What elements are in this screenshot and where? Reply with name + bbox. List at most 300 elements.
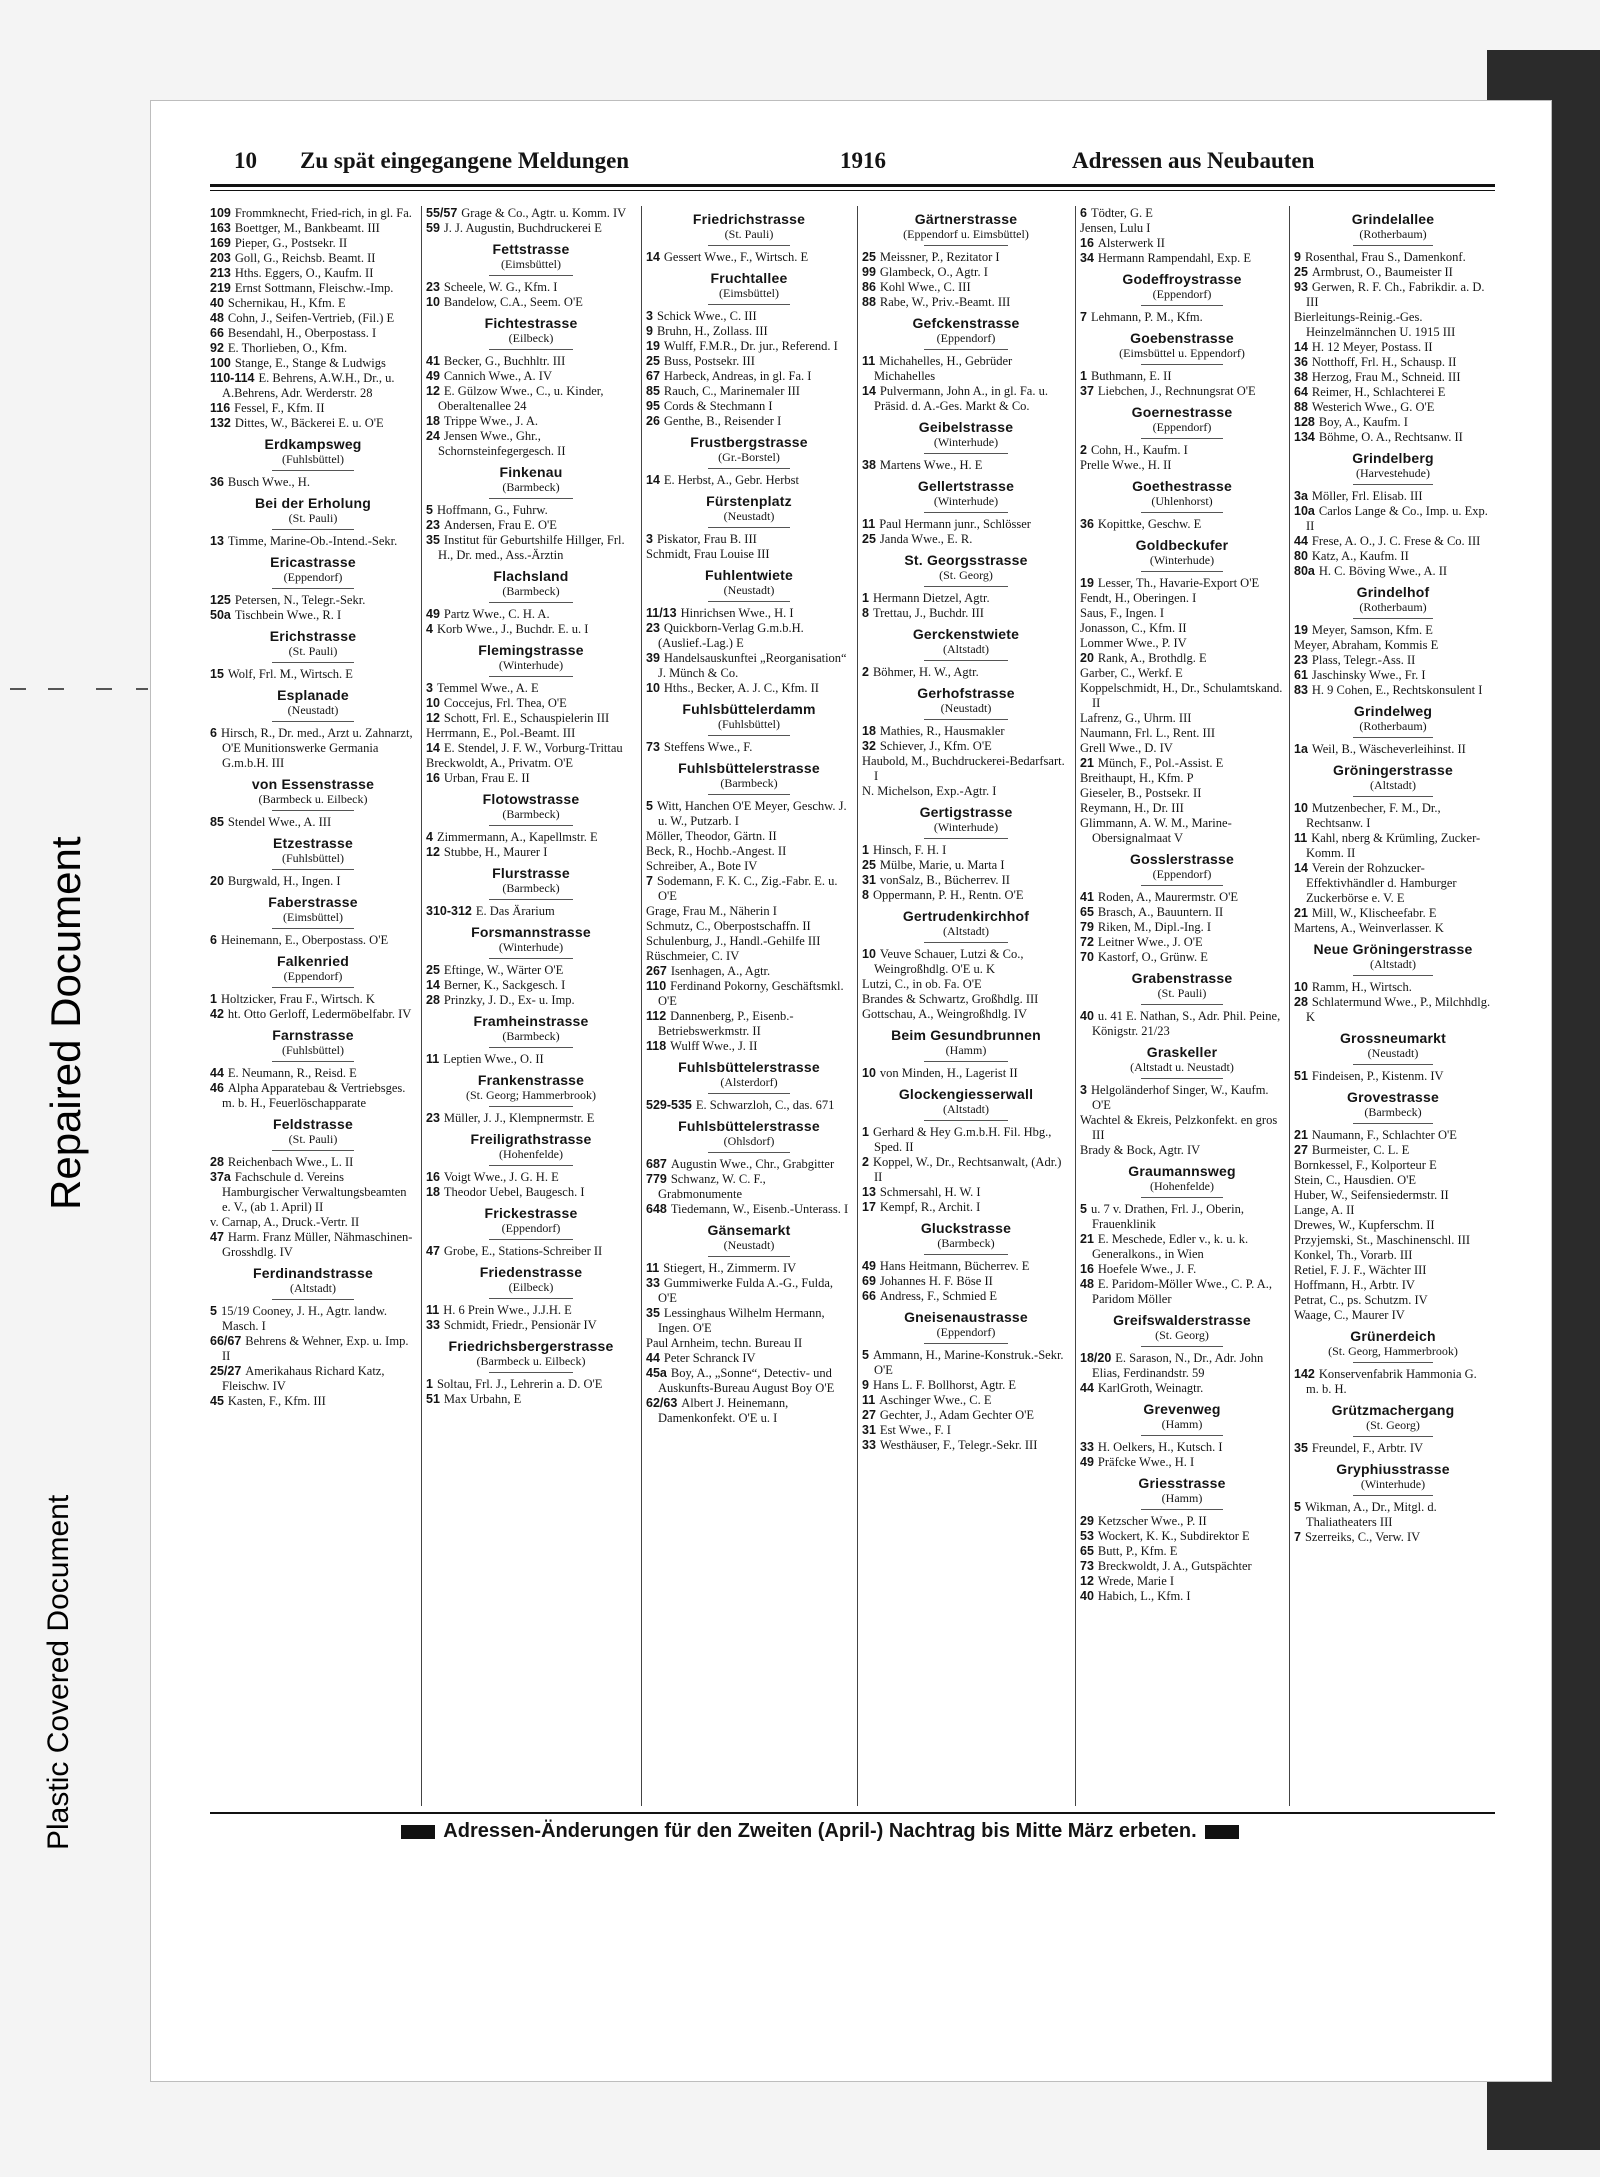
resident-entry (1294, 1233, 1492, 1248)
resident-text: Hinsch, F. H. I (872, 843, 947, 857)
resident-text: Albert J. Heinemann, Damenkonfekt. O'E u. I (658, 1396, 789, 1425)
resident-text: Kastorf, O., Grünw. E (1097, 950, 1208, 964)
resident-entry (426, 607, 636, 622)
street-heading: Fuhlsbüttelerstrasse (678, 760, 820, 776)
street-district: (Eppendorf u. Eimsbüttel) (903, 227, 1029, 241)
street-district: (Eppendorf) (283, 570, 343, 584)
resident-entry (862, 1289, 1070, 1304)
house-number: 779 (646, 1172, 667, 1186)
resident-entry (1080, 636, 1284, 651)
resident-text: Sodemann, F. K. C., Zig.-Fabr. E. u. O'E (656, 874, 838, 903)
house-number: 19 (1080, 576, 1094, 590)
resident-text: Koppelschmidt, H., Dr., Schulamtskand. II (1080, 681, 1283, 710)
resident-entry (210, 1304, 416, 1334)
resident-entry (646, 934, 852, 949)
resident-text: Stein, C., Hausdien. O'E (1294, 1173, 1417, 1187)
street-divider (272, 1299, 354, 1300)
street-heading: Grovestrasse (1347, 1089, 1439, 1105)
resident-text: Waage, C., Maurer IV (1294, 1308, 1405, 1322)
resident-entry (646, 681, 852, 696)
margin-mark (10, 688, 26, 690)
resident-text: Kempf, R., Archit. I (879, 1200, 981, 1214)
resident-entry (862, 606, 1070, 621)
house-number: 1 (1080, 369, 1087, 383)
house-number: 49 (1080, 1455, 1094, 1469)
house-number: 16 (426, 1170, 440, 1184)
resident-entry (1294, 415, 1492, 430)
margin-mark (48, 688, 64, 690)
house-number: 64 (1294, 385, 1308, 399)
street-divider (272, 987, 354, 988)
resident-text: Konkel, Th., Vorarb. III (1294, 1248, 1413, 1262)
resident-text: Lessinghaus Wilhelm Hermann, Ingen. O'E (658, 1306, 825, 1335)
resident-text: Alpha Apparatebau & Vertriebsges. m. b. H., Feuerlöschapparate (222, 1081, 406, 1110)
street-district: (Eimsbüttel) (283, 910, 343, 924)
house-number: 23 (426, 280, 440, 294)
resident-text: Leitner Wwe., J. O'E (1097, 935, 1203, 949)
street-district: (Eppendorf) (501, 1221, 561, 1235)
house-number: 42 (210, 1007, 224, 1021)
resident-text: Gieseler, B., Postsekr. II (1080, 786, 1202, 800)
resident-entry (1294, 1293, 1492, 1308)
house-number: 92 (210, 341, 224, 355)
house-number: 16 (1080, 236, 1094, 250)
resident-entry (646, 874, 852, 904)
street-divider (489, 602, 573, 603)
resident-entry (210, 1066, 416, 1081)
resident-text: Schwanz, W. C. F., Grabmonumente (658, 1172, 766, 1201)
resident-text: Wachtel & Ekreis, Pelzkonfekt. en gros III (1080, 1113, 1278, 1142)
resident-text: Scheele, W. G., Kfm. I (443, 280, 558, 294)
resident-entry (1294, 1128, 1492, 1143)
street-divider (489, 498, 573, 499)
resident-text: Janda Wwe., E. R. (879, 532, 973, 546)
resident-text: Lange, A. II (1294, 1203, 1355, 1217)
resident-entry (1080, 517, 1284, 532)
resident-text: Garber, C., Werkf. E (1080, 666, 1183, 680)
directory-column-3 (642, 206, 856, 1806)
resident-text: Fendt, H., Oberingen. I (1080, 591, 1197, 605)
resident-entry (1294, 370, 1492, 385)
resident-text: Handelsauskunftei „Reorganisation“ J. Münch & Co. (658, 651, 847, 680)
resident-text: Jensen, Lulu I (1080, 221, 1151, 235)
house-number: 9 (1294, 250, 1301, 264)
resident-entry (426, 1303, 636, 1318)
street-heading: Grindelhof (1356, 584, 1430, 600)
resident-text: E. Stendel, J. F. W., Vorburg-Trittau (443, 741, 623, 755)
resident-entry (862, 1155, 1070, 1185)
resident-text: Gummiwerke Fulda A.-G., Fulda, O'E (658, 1276, 833, 1305)
resident-entry (646, 1366, 852, 1396)
resident-entry (426, 696, 636, 711)
house-number: 51 (1294, 1069, 1308, 1083)
resident-text: 15/19 Cooney, J. H., Agtr. landw. Masch. I (220, 1304, 388, 1333)
resident-entry (1080, 756, 1284, 771)
street-district: (Hamm) (945, 1043, 987, 1057)
resident-entry (426, 756, 636, 771)
resident-text: Saus, F., Ingen. I (1080, 606, 1165, 620)
house-number: 23 (426, 518, 440, 532)
resident-entry (426, 1318, 636, 1333)
street-heading: Faberstrasse (268, 894, 358, 910)
house-number: 62/63 (646, 1396, 678, 1410)
street-heading: Gröningerstrasse (1333, 762, 1453, 778)
resident-text: Rabe, W., Priv.-Beamt. III (879, 295, 1011, 309)
resident-text: Schlatermund Wwe., P., Milchhdlg. K (1306, 995, 1491, 1024)
resident-entry (1080, 1455, 1284, 1470)
street-divider (489, 275, 573, 276)
resident-text: Prelle Wwe., H. II (1080, 458, 1172, 472)
house-number: 49 (426, 369, 440, 383)
street-district: (Winterhude) (498, 658, 564, 672)
house-number: 10 (862, 947, 876, 961)
resident-text: ht. Otto Gerloff, Ledermöbelfabr. IV (227, 1007, 412, 1021)
house-number: 14 (426, 978, 440, 992)
street-heading: Esplanade (277, 687, 349, 703)
street-district: (Barmbeck) (1364, 1105, 1422, 1119)
resident-entry (1294, 385, 1492, 400)
resident-entry (1294, 489, 1492, 504)
resident-text: H. 6 Prein Wwe., J.J.H. E (443, 1303, 572, 1317)
street-district: (St. Pauli) (1157, 986, 1207, 1000)
house-number: 65 (1080, 905, 1094, 919)
resident-text: von Minden, H., Lagerist II (879, 1066, 1018, 1080)
resident-text: Michahelles, H., Gebrüder Michahelles (874, 354, 1013, 383)
resident-entry (646, 1396, 852, 1426)
street-divider (1141, 1509, 1223, 1510)
resident-text: Genthe, B., Reisender I (663, 414, 782, 428)
resident-entry (426, 741, 636, 756)
resident-text: Timme, Marine-Ob.-Intend.-Sekr. (227, 534, 398, 548)
resident-text: Bornkessel, F., Kolporteur E (1294, 1158, 1437, 1172)
house-number: 125 (210, 593, 231, 607)
resident-entry (426, 681, 636, 696)
house-number: 59 (426, 221, 440, 235)
street-district: (Eimsbüttel) (501, 257, 561, 271)
street-district: (Fuhlsbüttel) (282, 1043, 344, 1057)
resident-text: v. Carnap, A., Druck.-Vertr. II (210, 1215, 360, 1229)
resident-entry (1080, 458, 1284, 473)
resident-text: Koppel, W., Dr., Rechtsanwalt, (Adr.) II (872, 1155, 1062, 1184)
street-divider (272, 869, 354, 870)
house-number: 41 (426, 354, 440, 368)
house-number: 219 (210, 281, 231, 295)
resident-entry (1294, 1158, 1492, 1173)
resident-text: Boy, A., „Sonne“, Detectiv- und Auskunfts-Bureau August Boy O'E (658, 1366, 835, 1395)
resident-entry (1080, 666, 1284, 681)
resident-entry (1080, 816, 1284, 846)
street-divider (489, 1165, 573, 1166)
street-district: (Barmbeck u. Eilbeck) (476, 1354, 586, 1368)
resident-text: E. Meschede, Edler v., k. u. k. Generalkons., in Wien (1092, 1232, 1249, 1261)
street-divider (489, 825, 573, 826)
house-number: 1 (862, 843, 869, 857)
house-number: 12 (1080, 1574, 1094, 1588)
house-number: 5 (426, 503, 433, 517)
street-district: (Fuhlsbüttel) (282, 851, 344, 865)
street-divider (272, 721, 354, 722)
house-number: 267 (646, 964, 667, 978)
resident-entry (646, 532, 852, 547)
house-number: 95 (646, 399, 660, 413)
resident-text: Grell Wwe., D. IV (1080, 741, 1173, 755)
resident-entry (426, 369, 636, 384)
resident-text: Andersen, Frau E. O'E (443, 518, 557, 532)
street-divider (489, 1106, 573, 1107)
street-divider (489, 899, 573, 900)
house-number: 23 (1294, 653, 1308, 667)
house-number: 20 (210, 874, 224, 888)
resident-text: Hirsch, R., Dr. med., Arzt u. Zahnarzt, O'E Munitionswerke Germania G.m.b.H. III (220, 726, 413, 770)
street-district: (Gr.-Borstel) (718, 450, 780, 464)
resident-entry (862, 280, 1070, 295)
street-district: (Winterhude) (933, 494, 999, 508)
resident-entry (646, 949, 852, 964)
street-divider (708, 245, 790, 246)
street-divider (708, 1152, 790, 1153)
street-divider (924, 349, 1007, 350)
resident-text: Verein der Rohzucker-Effektivhändler d. Hamburger Zuckerbörse e. V. E (1306, 861, 1457, 905)
street-divider (1141, 1078, 1223, 1079)
resident-text: Schulenburg, J., Handl.-Gehilfe III (646, 934, 821, 948)
resident-text: Meyer, Abraham, Kommis E (1294, 638, 1439, 652)
resident-entry (1080, 1559, 1284, 1574)
house-number: 49 (426, 607, 440, 621)
house-number: 3 (426, 681, 433, 695)
resident-text: Plass, Telegr.-Ass. II (1311, 653, 1416, 667)
house-number: 203 (210, 251, 231, 265)
resident-entry (862, 784, 1070, 799)
resident-entry (210, 933, 416, 948)
street-heading: Fuhlsbüttelerdamm (682, 701, 816, 717)
resident-text: Eftinge, W., Wärter O'E (443, 963, 564, 977)
resident-text: Liebchen, J., Rechnungsrat O'E (1097, 384, 1256, 398)
resident-text: Hoefele Wwe., J. F. (1097, 1262, 1197, 1276)
resident-entry (862, 665, 1070, 680)
resident-text: Paul Arnheim, techn. Bureau II (646, 1336, 803, 1350)
street-divider (489, 958, 573, 959)
resident-entry (1294, 504, 1492, 534)
resident-entry (426, 1111, 636, 1126)
resident-text: Münch, F., Pol.-Assist. E (1097, 756, 1224, 770)
resident-text: Meyer, Samson, Kfm. E (1311, 623, 1433, 637)
resident-entry (1080, 576, 1284, 591)
house-number: 2 (862, 1155, 869, 1169)
street-divider (708, 527, 790, 528)
street-divider (1141, 1197, 1223, 1198)
resident-text: Rank, A., Brothdlg. E (1097, 651, 1207, 665)
resident-text: Notthoff, Frl. H., Schausp. II (1311, 355, 1457, 369)
resident-text: Petersen, N., Telegr.-Sekr. (234, 593, 366, 607)
resident-entry (426, 414, 636, 429)
resident-entry (1294, 340, 1492, 355)
resident-entry (426, 280, 636, 295)
street-divider (924, 660, 1007, 661)
resident-entry (1294, 1278, 1492, 1293)
resident-entry (862, 754, 1070, 784)
directory-column-4 (858, 206, 1074, 1806)
street-divider (708, 601, 790, 602)
resident-text: Westerich Wwe., G. O'E (1311, 400, 1435, 414)
house-number: 33 (426, 1318, 440, 1332)
street-heading: Goernestrasse (1131, 404, 1233, 420)
house-number: 61 (1294, 668, 1308, 682)
resident-text: Breithaupt, H., Kfm. P (1080, 771, 1194, 785)
resident-entry (646, 859, 852, 874)
street-district: (Neustadt) (723, 509, 775, 523)
street-district: (Neustadt) (723, 583, 775, 597)
resident-entry (862, 591, 1070, 606)
house-number: 51 (426, 1392, 440, 1406)
street-divider (1353, 484, 1432, 485)
resident-text: Est Wwe., F. I (879, 1423, 951, 1437)
street-divider (708, 735, 790, 736)
resident-text: KarlGroth, Weinagtr. (1097, 1381, 1204, 1395)
house-number: 33 (1080, 1440, 1094, 1454)
resident-entry (1294, 623, 1492, 638)
street-divider (924, 453, 1007, 454)
resident-text: Oppermann, P. H., Rentn. O'E (872, 888, 1024, 902)
street-district: (Hamm) (1161, 1491, 1203, 1505)
street-district: (Rotherbaum) (1359, 227, 1427, 241)
resident-text: Mutzenbecher, F. M., Dr., Rechtsanw. I (1306, 801, 1441, 830)
street-divider (708, 1093, 790, 1094)
resident-entry (862, 1378, 1070, 1393)
street-heading: Goldbeckufer (1135, 537, 1229, 553)
resident-entry (1080, 1589, 1284, 1604)
house-number: 3 (1080, 1083, 1087, 1097)
resident-text: Wolf, Frl. M., Wirtsch. E (227, 667, 353, 681)
resident-entry (862, 517, 1070, 532)
house-number: 15 (210, 667, 224, 681)
house-number: 18/20 (1080, 1351, 1112, 1365)
house-number: 16 (426, 771, 440, 785)
resident-entry (1080, 1351, 1284, 1381)
resident-entry (426, 354, 636, 369)
house-number: 21 (1080, 1232, 1094, 1246)
resident-text: Gottschau, A., Weingroßhdlg. IV (862, 1007, 1028, 1021)
resident-text: Harm. Franz Müller, Nähmaschinen-Grosshdlg. IV (222, 1230, 413, 1259)
resident-text: Wulff Wwe., J. II (670, 1039, 758, 1053)
street-divider (924, 512, 1007, 513)
street-district: (Eppendorf) (936, 1325, 996, 1339)
resident-text: Frommknecht, Fried-rich, in gl. Fa. (234, 206, 412, 220)
house-number: 14 (646, 473, 660, 487)
resident-text: E. Das Ärarium (475, 904, 555, 918)
resident-entry (426, 518, 636, 533)
street-divider (1141, 1435, 1223, 1436)
street-district: (Winterhude) (1360, 1477, 1426, 1491)
resident-entry (426, 978, 636, 993)
street-heading: Geibelstrasse (918, 419, 1014, 435)
resident-entry (1294, 921, 1492, 936)
house-number: 86 (862, 280, 876, 294)
street-divider (1353, 1123, 1432, 1124)
street-district: (Eppendorf) (1152, 420, 1212, 434)
street-heading: Flurstrasse (492, 865, 570, 881)
resident-text: u. 41 E. Nathan, S., Adr. Phil. Peine, Königstr. 21/23 (1092, 1009, 1281, 1038)
street-heading: Bei der Erholung (255, 495, 371, 511)
pointing-hand-icon (1205, 1825, 1239, 1839)
resident-text: Wikman, A., Dr., Mitgl. d. Thaliatheaters III (1304, 1500, 1437, 1529)
resident-text: Heinemann, E., Oberpostass. O'E (220, 933, 389, 947)
house-number: 37a (210, 1170, 231, 1184)
house-number: 12 (426, 845, 440, 859)
resident-text: Hans L. F. Bollhorst, Agtr. E (872, 1378, 1017, 1392)
house-number: 23 (646, 621, 660, 635)
resident-entry (210, 356, 416, 371)
street-heading: Etzestrasse (272, 835, 354, 851)
resident-text: Trippe Wwe., J. A. (443, 414, 539, 428)
resident-entry (1294, 250, 1492, 265)
house-number: 21 (1080, 756, 1094, 770)
resident-entry (1294, 653, 1492, 668)
house-number: 11 (1294, 831, 1308, 845)
resident-text: Behrens & Wehner, Exp. u. Imp. II (222, 1334, 409, 1363)
resident-entry (1294, 906, 1492, 921)
resident-entry (646, 369, 852, 384)
resident-entry (1080, 741, 1284, 756)
resident-text: Schreiber, A., Bote IV (646, 859, 758, 873)
resident-entry (1294, 683, 1492, 698)
resident-entry (1080, 1277, 1284, 1307)
resident-entry (426, 1170, 636, 1185)
house-number: 48 (210, 311, 224, 325)
street-heading: Grossneumarkt (1339, 1030, 1447, 1046)
street-district: (St. Pauli) (288, 1132, 338, 1146)
resident-entry (1294, 1173, 1492, 1188)
resident-entry (646, 1306, 852, 1336)
resident-text: Kasten, F., Kfm. III (227, 1394, 326, 1408)
house-number: 88 (862, 295, 876, 309)
resident-text: Glambeck, O., Agtr. I (879, 265, 988, 279)
house-number: 12 (426, 711, 440, 725)
resident-text: Stendel Wwe., A. III (227, 815, 332, 829)
resident-text: Hinrichsen Wwe., H. I (680, 606, 794, 620)
house-number: 93 (1294, 280, 1308, 294)
resident-entry (1080, 1143, 1284, 1158)
street-heading: Friedenstrasse (479, 1264, 583, 1280)
resident-entry (646, 606, 852, 621)
street-heading: Freiligrathstrasse (470, 1131, 592, 1147)
street-divider (489, 349, 573, 350)
resident-entry (1080, 1544, 1284, 1559)
resident-text: Witt, Hanchen O'E Meyer, Geschw. J. u. W., Putzarb. I (656, 799, 847, 828)
street-heading: Fuhlentwiete (705, 567, 793, 583)
resident-entry (426, 904, 636, 919)
resident-text: Weil, B., Wäscheverleihinst. II (1311, 742, 1466, 756)
house-number: 169 (210, 236, 231, 250)
street-heading: Beim Gesundbrunnen (891, 1027, 1041, 1043)
house-number: 14 (1294, 340, 1308, 354)
street-district: (Barmbeck) (502, 807, 560, 821)
resident-entry (646, 919, 852, 934)
resident-entry (426, 206, 636, 221)
resident-entry (862, 532, 1070, 547)
resident-text: E. Sarason, N., Dr., Adr. John Elias, Ferdinandstr. 59 (1092, 1351, 1264, 1380)
street-heading: Frickestrasse (484, 1205, 578, 1221)
directory-column-5 (1076, 206, 1288, 1806)
street-district: (Ohlsdorf) (723, 1134, 775, 1148)
street-divider (489, 1372, 573, 1373)
house-number: 19 (646, 339, 660, 353)
street-district: (Altstadt) (943, 1102, 989, 1116)
house-number: 132 (210, 416, 231, 430)
resident-entry (426, 963, 636, 978)
street-heading: Fuhlsbüttelerstrasse (678, 1118, 820, 1134)
resident-text: Kopittke, Geschw. E (1097, 517, 1202, 531)
resident-entry (1294, 742, 1492, 757)
